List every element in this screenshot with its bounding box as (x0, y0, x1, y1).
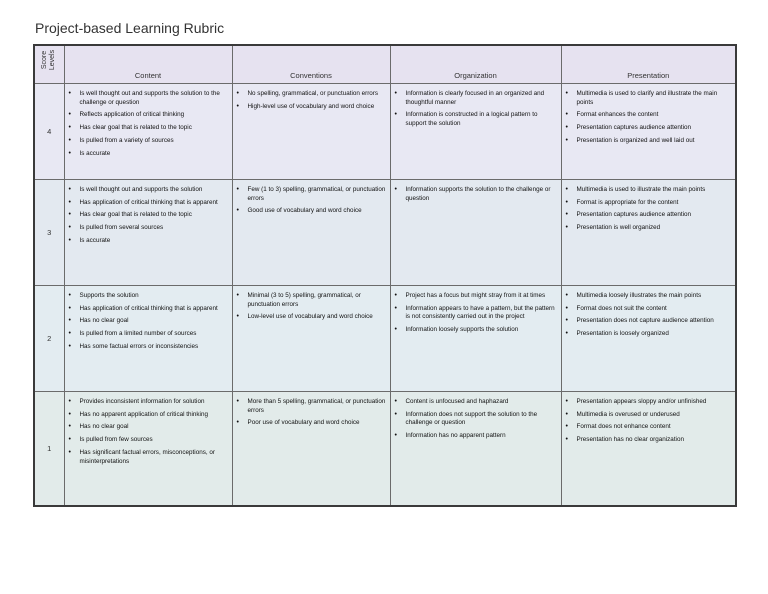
content-criteria-list (65, 286, 232, 358)
criterion-item: • Has some factual errors or inconsistencies (77, 343, 228, 352)
criterion-item: • Multimedia is overused or underused (574, 411, 732, 420)
content-criteria-list (65, 392, 232, 472)
rubric-row-level-3 (34, 180, 736, 286)
criterion-item: • Has no apparent application of critical thinking (77, 411, 228, 420)
criterion-item: • More than 5 spelling, grammatical, or punctuation errors (245, 398, 386, 415)
page-title: Project-based Learning Rubric (35, 20, 225, 36)
presentation-header: Presentation (561, 45, 736, 84)
criterion-item: • Format enhances the content (574, 111, 732, 120)
rubric-row-level-2 (34, 286, 736, 392)
criterion-item: • Is well thought out and supports the solution to the challenge or question (77, 90, 228, 107)
criterion-item: • Has no clear goal (77, 423, 228, 432)
criterion-item: • Multimedia is used to illustrate the main points (574, 186, 732, 195)
score-level: 3 (34, 180, 64, 286)
criterion-item: • Is well thought out and supports the solution (77, 186, 228, 195)
presentation-criteria-list (562, 286, 736, 345)
score-levels-header (34, 45, 64, 84)
presentation-criteria-list (562, 392, 736, 451)
score-header-line2: Levels (49, 49, 57, 71)
criterion-item: • High-level use of vocabulary and word choice (245, 103, 386, 112)
criterion-item: • Format is appropriate for the content (574, 199, 732, 208)
content-criteria-list (65, 180, 232, 252)
conventions-criteria-list (233, 84, 390, 117)
rubric-row-level-4 (34, 84, 736, 180)
criterion-item: • Presentation captures audience attention (574, 211, 732, 220)
criterion-item: • Information is clearly focused in an organized and thoughtful manner (403, 90, 557, 107)
header-row (34, 45, 736, 84)
conventions-cell (232, 286, 390, 392)
criterion-item: • Is accurate (77, 237, 228, 246)
score-level: 4 (34, 84, 64, 180)
criterion-item: • Reflects application of critical thinking (77, 111, 228, 120)
organization-cell (390, 180, 561, 286)
organization-cell (390, 392, 561, 506)
organization-cell (390, 286, 561, 392)
criterion-item: • Has clear goal that is related to the topic (77, 124, 228, 133)
organization-criteria-list (391, 286, 561, 341)
criterion-item: • Information supports the solution to the challenge or question (403, 186, 557, 203)
conventions-cell (232, 392, 390, 506)
criterion-item: • Format does not enhance content (574, 423, 732, 432)
criterion-item: • Multimedia loosely illustrates the main points (574, 292, 732, 301)
criterion-item: • Poor use of vocabulary and word choice (245, 419, 386, 428)
criterion-item: • Presentation captures audience attention (574, 124, 732, 133)
criterion-item: • Is pulled from few sources (77, 436, 228, 445)
criterion-item: • Presentation is organized and well laid out (574, 137, 732, 146)
content-criteria-list (65, 84, 232, 164)
criterion-item: • Few (1 to 3) spelling, grammatical, or punctuation errors (245, 186, 386, 203)
criterion-item: • Presentation is loosely organized (574, 330, 732, 339)
criterion-item: • Minimal (3 to 5) spelling, grammatical, or punctuation errors (245, 292, 386, 309)
organization-criteria-list (391, 392, 561, 447)
criterion-item: • Has significant factual errors, misconceptions, or misinterpretations (77, 449, 228, 466)
conventions-criteria-list (233, 286, 390, 328)
score-level: 1 (34, 392, 64, 506)
criterion-item: • Has application of critical thinking that is apparent (77, 199, 228, 208)
criterion-item: • Is pulled from several sources (77, 224, 228, 233)
organization-criteria-list (391, 180, 561, 209)
criterion-item: • Multimedia is used to clarify and illustrate the main points (574, 90, 732, 107)
criterion-item: • Information loosely supports the solution (403, 326, 557, 335)
content-cell (64, 180, 232, 286)
criterion-item: • Information appears to have a pattern, but the pattern is not consistently carried out in the project (403, 305, 557, 322)
content-header: Content (64, 45, 232, 84)
criterion-item: • Format does not suit the content (574, 305, 732, 314)
conventions-criteria-list (233, 180, 390, 222)
rubric-row-level-1 (34, 392, 736, 506)
criterion-item: • Presentation is well organized (574, 224, 732, 233)
content-cell (64, 392, 232, 506)
criterion-item: • Is pulled from a limited number of sources (77, 330, 228, 339)
conventions-cell (232, 180, 390, 286)
criterion-item: • Is accurate (77, 150, 228, 159)
criterion-item: • Information is constructed in a logical pattern to support the solution (403, 111, 557, 128)
presentation-cell (561, 392, 736, 506)
criterion-item: • Good use of vocabulary and word choice (245, 207, 386, 216)
criterion-item: • Presentation does not capture audience attention (574, 317, 732, 326)
content-cell (64, 84, 232, 180)
criterion-item: • Low-level use of vocabulary and word choice (245, 313, 386, 322)
organization-criteria-list (391, 84, 561, 135)
score-level: 2 (34, 286, 64, 392)
criterion-item: • Content is unfocused and haphazard (403, 398, 557, 407)
criterion-item: • Presentation appears sloppy and/or unfinished (574, 398, 732, 407)
criterion-item: • Information has no apparent pattern (403, 432, 557, 441)
rubric-table (33, 44, 737, 507)
criterion-item: • Provides inconsistent information for solution (77, 398, 228, 407)
presentation-cell (561, 84, 736, 180)
criterion-item: • Has clear goal that is related to the topic (77, 211, 228, 220)
criterion-item: • Information does not support the solution to the challenge or question (403, 411, 557, 428)
presentation-criteria-list (562, 180, 736, 239)
content-cell (64, 286, 232, 392)
presentation-cell (561, 180, 736, 286)
criterion-item: • Has no clear goal (77, 317, 228, 326)
presentation-criteria-list (562, 84, 736, 152)
criterion-item: • Is pulled from a variety of sources (77, 137, 228, 146)
criterion-item: • Has application of critical thinking that is apparent (77, 305, 228, 314)
conventions-criteria-list (233, 392, 390, 434)
criterion-item: • Presentation has no clear organization (574, 436, 732, 445)
conventions-cell (232, 84, 390, 180)
criterion-item: • No spelling, grammatical, or punctuation errors (245, 90, 386, 99)
criterion-item: • Supports the solution (77, 292, 228, 301)
organization-cell (390, 84, 561, 180)
organization-header: Organization (390, 45, 561, 84)
score-header-line1: Score (41, 50, 49, 70)
criterion-item: • Project has a focus but might stray from it at times (403, 292, 557, 301)
conventions-header: Conventions (232, 45, 390, 84)
presentation-cell (561, 286, 736, 392)
